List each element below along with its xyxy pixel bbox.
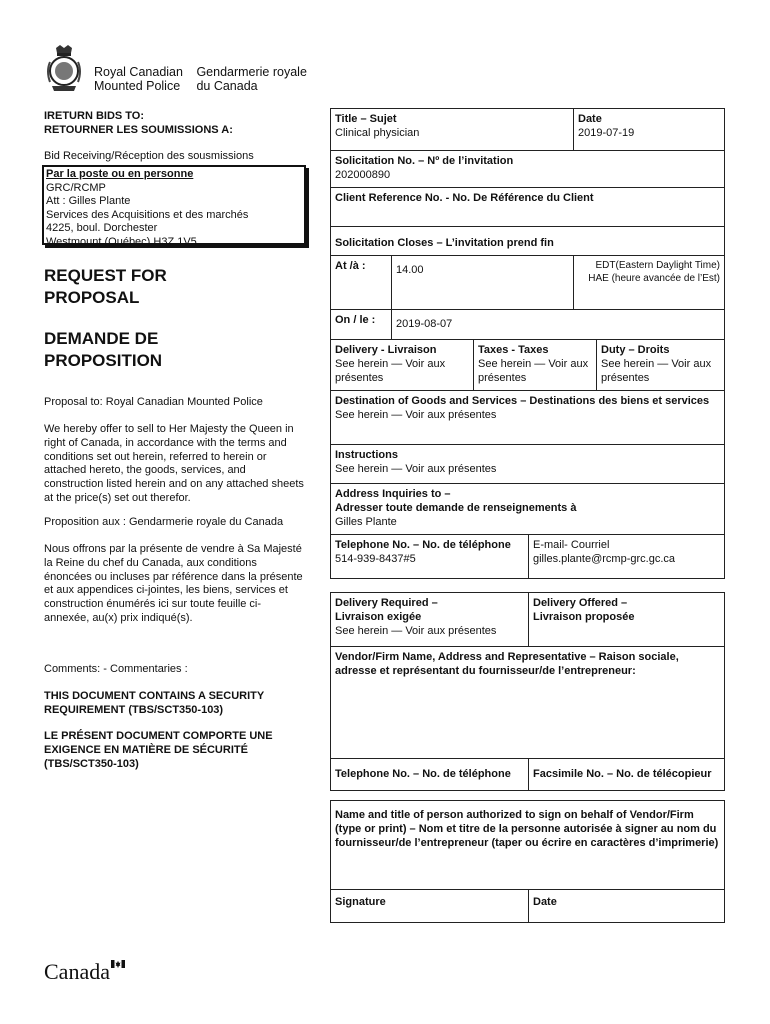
on-label: On / le : — [335, 314, 376, 326]
vendor-phone-label: Telephone No. – No. de téléphone — [335, 768, 511, 780]
offer-text-en: We hereby offer to sell to Her Majesty the Queen in right of Canada, in accordance with the terms and conditions set out herein, referred to herein or attached hereto, the goods, services, and construction listed herein and on any attached sheets at the price(s) set out therefor. — [44, 423, 304, 504]
taxes-label: Taxes - Taxes — [478, 344, 549, 356]
org-name-fr-line2: du Canada — [196, 78, 258, 93]
taxes-cell — [473, 339, 597, 391]
delivery-offered-cell — [528, 592, 725, 647]
timezone-en: EDT(Eastern Daylight Time) — [595, 260, 720, 271]
canada-wordmark — [44, 958, 125, 986]
security-requirement-fr: LE PRÉSENT DOCUMENT COMPORTE UNE EXIGENCE EN MATIÈRE DE SÉCURITÉ (TBS/SCT350-103) — [44, 730, 273, 770]
address-line-4: Services des Acquisitions et des marchés — [46, 208, 249, 221]
signature-label: Signature — [335, 896, 386, 908]
canada-flag-icon — [111, 947, 125, 955]
delivery-required-value: See herein — Voir aux présentes — [335, 624, 497, 637]
org-name-en-line2: Mounted Police — [94, 78, 181, 93]
org-name-fr-line1: Gendarmerie royale — [196, 65, 307, 79]
destination-value: See herein — Voir aux présentes — [335, 408, 497, 421]
delivery-required-label-1 — [335, 597, 524, 611]
date-cell — [573, 108, 725, 151]
instructions-value: See herein — Voir aux présentes — [335, 462, 497, 475]
instructions-label: Instructions — [335, 449, 398, 461]
instructions-cell — [330, 444, 725, 484]
delivery-offered-label-1: Delivery Offered – — [533, 597, 628, 609]
duty-label: Duty – Droits — [601, 344, 670, 356]
return-title-en: IRETURN BIDS TO: — [44, 110, 145, 122]
address-line-5: 4225, boul. Dorchester — [46, 222, 158, 235]
org-name-en-line1: Royal Canadian — [94, 65, 183, 79]
rfp-line-1: REQUEST FOR — [44, 266, 167, 285]
proposition-aux: Proposition aux : Gendarmerie royale du Canada — [44, 516, 284, 528]
vendor-fax-label: Facsimile No. – No. de télécopieur — [533, 768, 712, 780]
timezone-fr: HAE (heure avancée de l’Est) — [588, 272, 720, 284]
title-label: Title – Sujet — [335, 113, 397, 125]
authorized-person-cell[interactable] — [330, 800, 725, 890]
rfp-line-2: PROPOSAL — [44, 288, 140, 308]
inquiries-value: Gilles Plante — [335, 515, 397, 528]
at-value: 14.00 — [396, 264, 424, 276]
on-value: 2019-08-07 — [396, 318, 453, 330]
rcmp-crest-icon — [44, 44, 84, 94]
title-value: Clinical physician — [335, 126, 420, 139]
bid-receiving: Bid Receiving/Réception des sousmissions — [44, 150, 254, 162]
ddp-line-1: DEMANDE DE — [44, 329, 159, 348]
at-label: At /à : — [335, 260, 366, 272]
solicitation-value: 202000890 — [335, 168, 391, 181]
email-cell — [528, 534, 725, 579]
security-requirement-en: THIS DOCUMENT CONTAINS A SECURITY REQUIREMENT (TBS/SCT350-103) — [44, 690, 265, 716]
proposal-to: Proposal to: Royal Canadian Mounted Police — [44, 396, 263, 408]
on-label-cell — [330, 309, 392, 340]
solicitation-label: Solicitation No. – Nº de l’invitation — [335, 155, 514, 167]
client-reference-label: Client Reference No. - No. De Référence du Client — [335, 192, 594, 204]
comments-label: Comments: - Commentaries : — [44, 663, 188, 675]
signature-date-cell[interactable] — [528, 889, 725, 923]
at-value-cell — [391, 255, 574, 310]
email-value: gilles.plante@rcmp-grc.gc.ca — [533, 552, 675, 565]
delivery-required-title: Delivery Required – — [335, 597, 438, 609]
inquiries-label-2: Adresser toute demande de renseignements à — [335, 501, 577, 514]
address-line-6: Westmount (Québec) H3Z 1V5 — [46, 235, 197, 248]
signature-cell[interactable] — [330, 889, 529, 923]
delivery-label: Delivery - Livraison — [335, 344, 437, 356]
date-label: Date — [578, 113, 602, 125]
on-value-cell — [391, 309, 725, 340]
signature-date-label: Date — [533, 896, 557, 908]
address-line-1: Par la poste ou en personne — [46, 168, 194, 180]
at-label-cell — [330, 255, 392, 310]
delivery-required-label-2: Livraison exigée — [335, 610, 422, 623]
return-address-box — [42, 165, 306, 248]
inquiries-label-1: Address Inquiries to – — [335, 488, 451, 500]
solicitation-cell — [330, 150, 725, 188]
demande-de-proposition-heading — [44, 328, 306, 372]
offer-text-fr: Nous offrons par la présente de vendre à Sa Majesté la Reine du chef du Canada, aux conditions énoncées ou incluses par référence dans la présente et aux appendices ci-jointes, les biens, services et construction énumérés ici sur toute feuille ci-annexée, au(x) prix indiqué(s). — [44, 543, 303, 624]
phone-value: 514-939-8437#5 — [335, 552, 416, 565]
vendor-label: Vendor/Firm Name, Address and Representative – Raison sociale, adresse et représentant du fournisseur/de l’entrepreneur: — [335, 651, 679, 677]
vendor-phone-cell[interactable] — [330, 758, 529, 791]
canada-wordmark-text: Canada — [44, 959, 110, 984]
address-line-3: Att : Gilles Plante — [46, 195, 131, 208]
duty-value: See herein — Voir aux présentes — [601, 357, 712, 384]
destination-cell — [330, 390, 725, 445]
authorized-person-label: Name and title of person authorized to sign on behalf of Vendor/Firm (type or print) – Nom et titre de la personne autorisée à signer au nom du fournisseur/de l’entrepreneur (taper ou écrire en caractères d’imprimerie) — [335, 809, 719, 849]
delivery-required-cell — [330, 592, 529, 647]
vendor-fax-cell[interactable] — [528, 758, 725, 791]
phone-cell — [330, 534, 529, 579]
inquiries-cell — [330, 483, 725, 535]
closes-label: Solicitation Closes – L’invitation prend fin — [335, 237, 554, 249]
organization-name — [94, 66, 317, 94]
ddp-line-2: PROPOSITION — [44, 351, 163, 371]
vendor-cell[interactable] — [330, 646, 725, 759]
duty-cell — [596, 339, 725, 391]
address-line-2: GRC/RCMP — [46, 181, 106, 194]
delivery-offered-label-2: Livraison proposée — [533, 610, 635, 623]
client-reference-cell — [330, 187, 725, 227]
delivery-cell — [330, 339, 474, 391]
request-for-proposal-heading — [44, 265, 306, 309]
delivery-value: See herein — Voir aux présentes — [335, 357, 446, 384]
closes-cell — [330, 226, 725, 256]
taxes-value: See herein — Voir aux présentes — [478, 357, 589, 384]
title-cell — [330, 108, 574, 151]
email-label: E-mail- Courriel — [533, 539, 610, 551]
phone-label: Telephone No. – No. de téléphone — [335, 539, 511, 551]
destination-label: Destination of Goods and Services – Destinations des biens et services — [335, 395, 710, 407]
return-title-fr: RETOURNER LES SOUMISSIONS A: — [44, 123, 233, 136]
date-value: 2019-07-19 — [578, 126, 635, 139]
timezone-cell — [573, 255, 725, 310]
return-bids-title — [44, 110, 306, 138]
